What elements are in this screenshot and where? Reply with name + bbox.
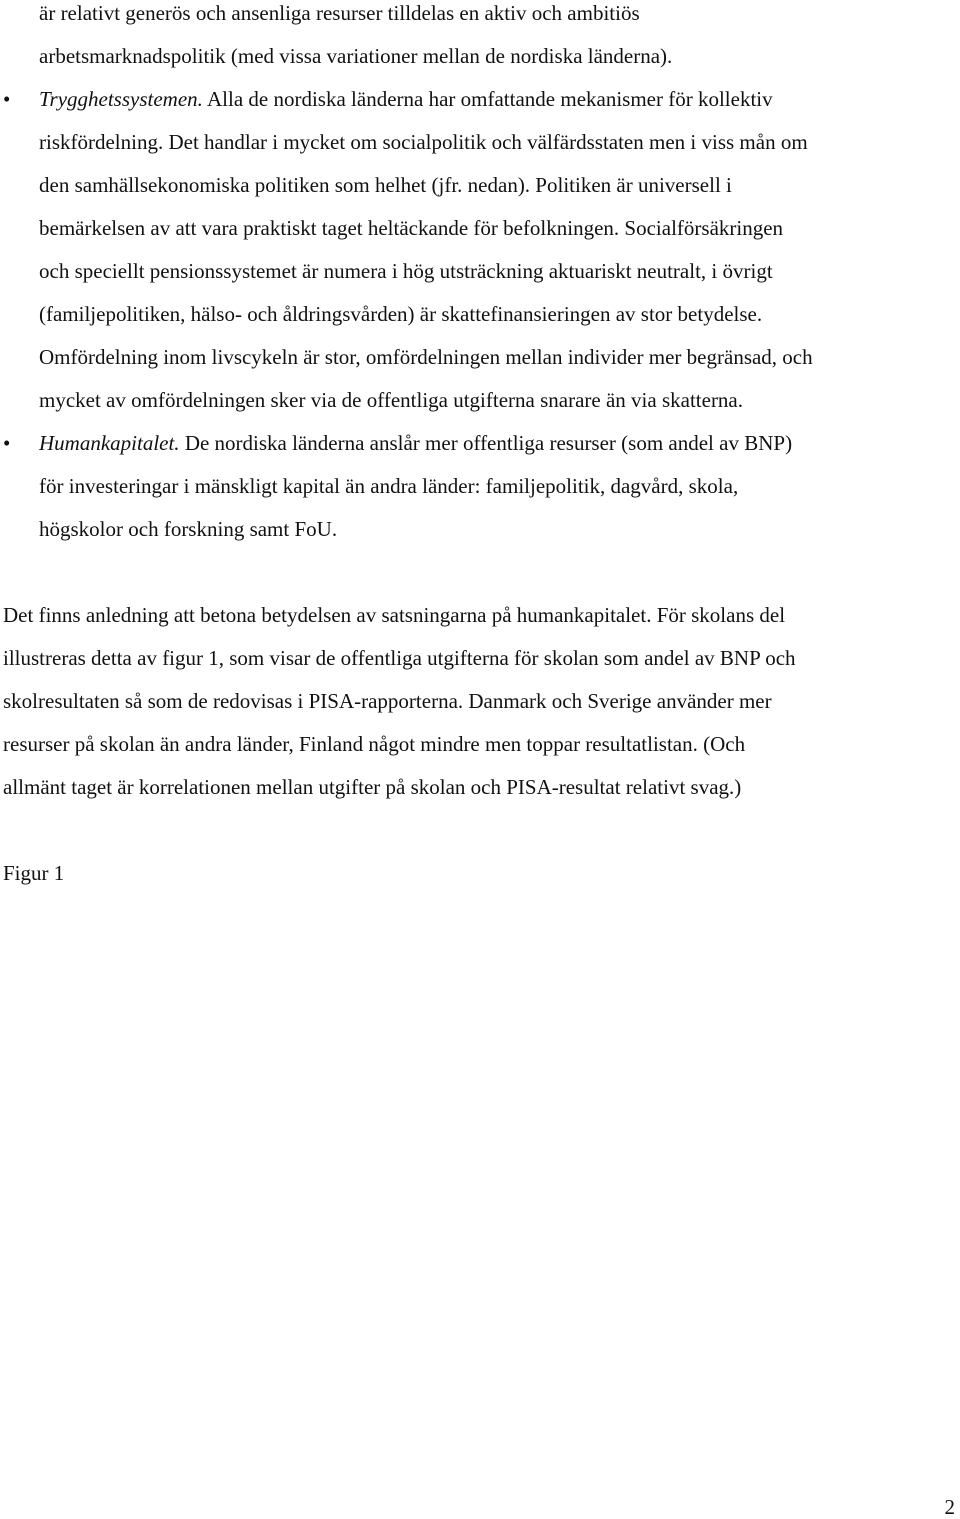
page-number: 2: [944, 1495, 955, 1519]
bullet-marker: •: [3, 87, 11, 111]
text-line: är relativt generös och ansenliga resurser tilldelas en aktiv och ambitiös: [39, 1, 640, 25]
list-item-title: Trygghetssystemen.: [39, 87, 203, 111]
list-item-text: Alla de nordiska länderna har omfattande mekanismer för kollektiv: [202, 87, 773, 111]
text-line: riskfördelning. Det handlar i mycket om socialpolitik och välfärdsstaten men i viss mån om: [39, 130, 808, 154]
text-line: [39, 431, 792, 455]
bullet-marker: •: [3, 431, 11, 455]
text-line: allmänt taget är korrelationen mellan utgifter på skolan och PISA-resultat relativt svag.): [3, 775, 742, 799]
text-line: högskolor och forskning samt FoU.: [39, 517, 338, 541]
list-item-title: Humankapitalet.: [39, 431, 180, 455]
text-line: (familjepolitiken, hälso- och åldringsvården) är skattefinansieringen av stor betydelse.: [39, 302, 763, 326]
text-line: skolresultaten så som de redovisas i PISA-rapporterna. Danmark och Sverige använder mer: [3, 689, 772, 713]
text-line: mycket av omfördelningen sker via de offentliga utgifterna snarare än via skatterna.: [39, 388, 744, 412]
text-line: resurser på skolan än andra länder, Finland något mindre men toppar resultatlistan. (Och: [3, 732, 746, 756]
text-line: [39, 87, 773, 111]
text-line: bemärkelsen av att vara praktiskt taget heltäckande för befolkningen. Socialförsäkringen: [39, 216, 784, 240]
text-line: illustreras detta av figur 1, som visar de offentliga utgifterna för skolan som andel av BNP och: [3, 646, 796, 670]
text-line: för investeringar i mänskligt kapital än andra länder: familjepolitik, dagvård, skola,: [39, 474, 739, 498]
text-line: arbetsmarknadspolitik (med vissa variationer mellan de nordiska länderna).: [39, 44, 673, 68]
text-line: Det finns anledning att betona betydelsen av satsningarna på humankapitalet. För skolans del: [3, 603, 786, 627]
text-line: och speciellt pensionssystemet är numera i hög utsträckning aktuariskt neutralt, i övrigt: [39, 259, 773, 283]
text-line: den samhällsekonomiska politiken som helhet (jfr. nedan). Politiken är universell i: [39, 173, 732, 197]
figure-caption: Figur 1: [3, 861, 65, 885]
list-item-text: De nordiska länderna anslår mer offentliga resurser (som andel av BNP): [179, 431, 793, 455]
text-line: Omfördelning inom livscykeln är stor, omfördelningen mellan individer mer begränsad, och: [39, 345, 813, 369]
